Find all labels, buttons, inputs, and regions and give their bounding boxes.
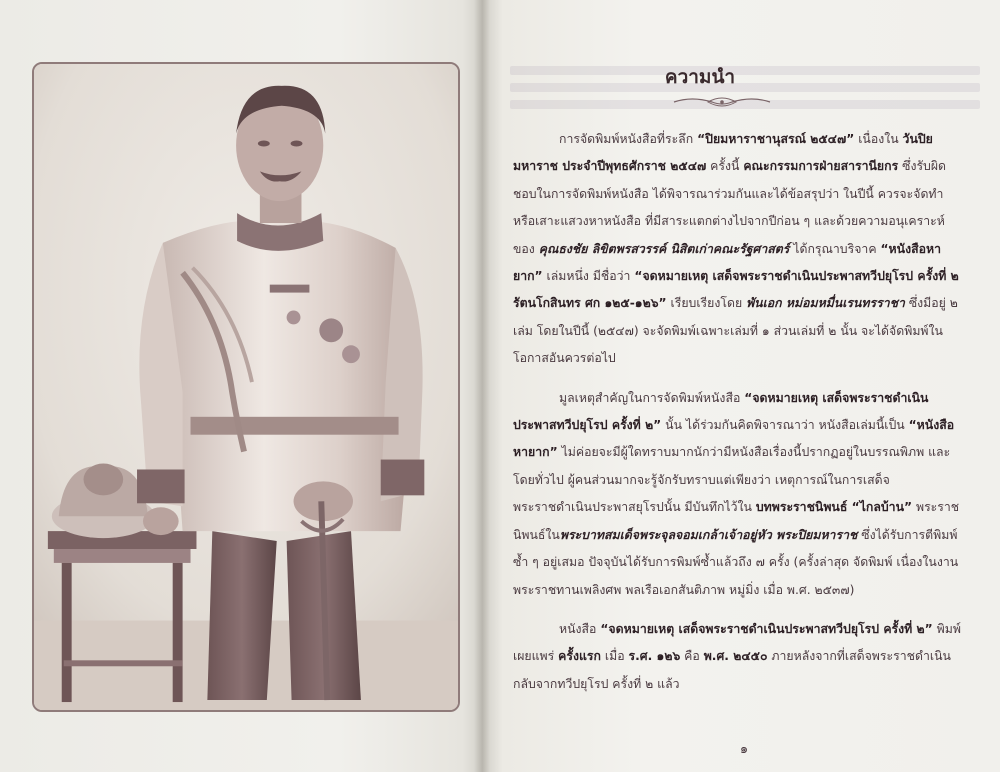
text-run: คณะกรรมการฝ่ายสารานียกร [743,159,899,174]
text-run: ซึ่งมีอยู่ ๒ เล่ม โดยในปีนี้ (๒๕๔๗) จะจัดพิมพ์เฉพาะเล่มที่ ๑ ส่วนเล่มที่ ๒ นั้น จะได้จัดพิมพ์ในโอกาสอันควรต่อไป [513,296,958,366]
text-run: ครั้งแรก [558,649,601,664]
portrait-photograph [32,62,460,712]
text-run: เล่มหนึ่ง มีชื่อว่า [542,269,635,284]
book-gutter [474,0,490,772]
text-run: “จดหมายเหตุ เสด็จพระราชดำเนินประพาสทวีปยุโรป ครั้งที่ ๒ รัตนโกสินทร ศก ๑๒๕-๑๒๖” [513,269,959,311]
text-run: เนื่องใน [854,132,903,146]
text-run: นั้น ได้ร่วมกันคิดพิจารณาว่า หนังสือเล่มนี้เป็น [661,418,909,433]
page-number: ๑ [739,742,749,757]
paragraph-1 [513,126,965,373]
ornament-divider-icon [672,94,772,110]
text-run: ร.ศ. ๑๒๖ [628,649,681,664]
text-run: พระบาทสมเด็จพระจุลจอมเกล้าเจ้าอยู่หัว พระปิยมหาราช [559,527,858,542]
text-run: ไม่ค่อยจะมีผู้ใดทราบมากนักว่ามีหนังสือเรื่องนี้ปรากฏอยู่ในบรรณพิภพ และโดยทั่วไป ผู้คนส่วนมากจะรู้จักรับทราบแต่เพียงว่า เหตุการณ์ในการเสด็จพระราชดำเนินประพาสยุโรปนั้น มีบันทึกไว้ใน [513,445,951,515]
text-run: มูลเหตุสำคัญในการจัดพิมพ์หนังสือ [559,390,745,405]
introduction-text [513,126,965,698]
text-run: พระราชนิพนธ์ใน [513,500,960,542]
text-run: ซึ่งได้รับการตีพิมพ์ซ้ำ ๆ อยู่เสมอ ปัจจุบันได้รับการพิมพ์ซ้ำแล้วถึง ๗ ครั้ง (ครั้งล่าสุด จัดพิมพ์ เนื่องในงานพระราชทานเพลิงศพ พลเรือเอกสันติภาพ หมู่มิ่ง เมื่อ พ.ศ. ๒๕๓๗) [513,527,959,597]
text-run: ได้กรุณาบริจาค [789,241,881,256]
paragraph-3 [513,616,965,698]
text-run: บทพระราชนิพนธ์ “ไกลบ้าน” [755,500,913,515]
text-run: ภายหลังจากที่เสด็จพระราชดำเนินกลับจากทวีปยุโรป ครั้งที่ ๒ แล้ว [513,649,951,691]
text-run: การจัดพิมพ์หนังสือที่ระลึก [559,132,698,146]
text-run: “หนังสือหายาก” [513,418,955,460]
text-run: ซึ่งรับผิดชอบในการจัดพิมพ์หนังสือ ได้พิจารณาร่วมกันและได้ข้อสรุปว่า ในปีนี้ ควรจะจัดทำหรือเสาะแสวงหาหนังสือ ที่มีสาระแตกต่างไปจากปีก่อน ๆ และด้วยความอนุเคราะห์ของ [513,159,947,256]
text-run: คุณธงชัย ลิขิตพรสวรรค์ นิสิตเก่าคณะรัฐศาสตร์ [538,241,790,256]
left-page [0,0,482,772]
portrait-illustration [34,64,458,710]
text-run: “หนังสือหายาก” [513,241,941,284]
page-heading: ความนำ [664,66,736,88]
text-run: เรียบเรียงโดย [666,296,747,311]
paragraph-2 [513,385,965,604]
text-run: “ปิยมหาราชานุสรณ์ ๒๕๔๗” [697,132,855,146]
text-run: “จดหมายเหตุ เสด็จพระราชดำเนินประพาสทวีปยุโรป ครั้งที่ ๒” [600,621,933,636]
text-run: ครั้งนี้ [706,159,744,174]
text-run: หนังสือ [559,621,601,636]
text-run: เมื่อ [600,649,629,664]
text-run: วันปิยมหาราช ประจำปีพุทธศักราช ๒๕๔๗ [513,132,933,174]
text-run: คือ [680,649,704,664]
text-run: พิมพ์เผยแพร่ [513,621,961,664]
text-run: พันเอก หม่อมหมื่นเรนทรราชา [746,296,905,311]
text-run: พ.ศ. ๒๔๕๐ [703,649,768,664]
text-run: “จดหมายเหตุ เสด็จพระราชดำเนินประพาสทวีปยุโรป ครั้งที่ ๒” [513,390,929,433]
